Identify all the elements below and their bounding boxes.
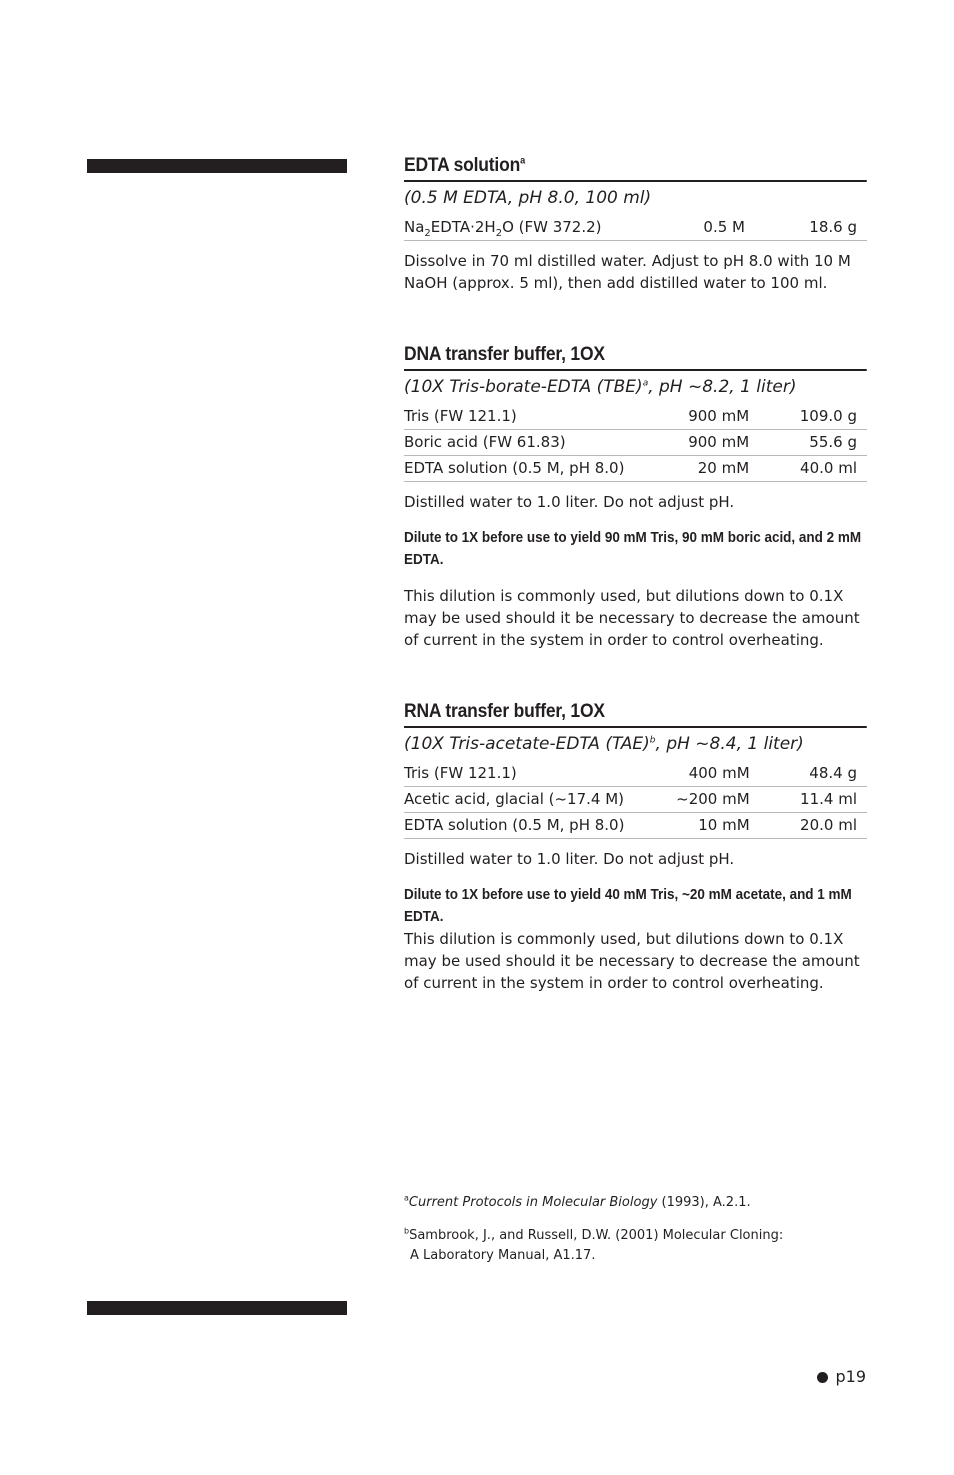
dna-footnote-mark: a	[642, 378, 649, 389]
dna-buffer-heading: DNA transfer buffer, 1OX	[404, 344, 867, 371]
edta-recipe-table	[404, 215, 867, 241]
rna-dilution-note: Dilute to 1X before use to yield 40 mM Tris, ~20 mM acetate, and 1 mM EDTA.	[404, 887, 852, 925]
table-row: EDTA solution (0.5 M, pH 8.0) 20 mM 40.0 ml	[404, 456, 867, 482]
page-number: p19	[817, 1366, 866, 1388]
footnote-a: $^a$Current Protocols in Molecular Biology (1993), A.2.1.	[404, 1193, 751, 1210]
dna-dilution-note: Dilute to 1X before use to yield 90 mM Tris, 90 mM boric acid, and 2 mM EDTA.	[404, 530, 862, 568]
dna-buffer-subtitle: (10X Tris-borate-EDTA (TBE)$^a$, pH ~8.2, 1 liter)	[404, 377, 797, 397]
decorative-bar-top	[87, 159, 347, 173]
rna-buffer-section	[404, 701, 867, 994]
edta-instructions: Dissolve in 70 ml distilled water. Adjust to pH 8.0 with 10 M NaOH (approx. 5 ml), then add distilled water to 100 ml.	[404, 252, 851, 292]
table-row: Boric acid (FW 61.83) 900 mM 55.6 g	[404, 430, 867, 456]
edta-heading	[404, 155, 867, 182]
ingredient-name: $Na_2EDTA\cdot 2H_2O$ (FW 372.2)	[404, 215, 615, 241]
table-row: Acetic acid, glacial (~17.4 M) ~200 mM 11.4 ml	[404, 787, 867, 813]
dna-recipe-table	[404, 404, 867, 482]
edta-subtitle: (0.5 M EDTA, pH 8.0, 100 ml)	[404, 188, 652, 208]
footnote-a-source-title: Current Protocols in Molecular Biology	[408, 1195, 658, 1210]
decorative-bar-bottom	[87, 1301, 347, 1315]
rna-dilution-paragraph: This dilution is commonly used, but dilutions down to 0.1X may be used should it be necessary to decrease the amount of current in the system in order to control overheating.	[404, 930, 860, 992]
rna-buffer-subtitle: (10X Tris-acetate-EDTA (TAE)$^b$, pH ~8.4, 1 liter)	[404, 734, 804, 754]
edta-title: EDTA solution	[404, 155, 521, 176]
dna-dilution-paragraph: This dilution is commonly used, but dilutions down to 0.1X may be used should it be necessary to decrease the amount of current in the system in order to control overheating.	[404, 587, 860, 649]
rna-buffer-heading: RNA transfer buffer, 1OX	[404, 701, 867, 728]
bullet-dot-icon	[817, 1372, 828, 1383]
rna-footnote-mark: b	[649, 735, 656, 746]
edta-title-footnote-mark: a	[520, 155, 526, 167]
table-row	[404, 215, 867, 241]
rna-note: Distilled water to 1.0 liter. Do not adjust pH.	[404, 850, 735, 868]
rna-recipe-table	[404, 761, 867, 839]
dna-note: Distilled water to 1.0 liter. Do not adjust pH.	[404, 493, 735, 511]
footnote-b: $^b$Sambrook, J., and Russell, D.W. (2001) Molecular Cloning: A Laboratory Manual, A1.17.	[404, 1226, 784, 1263]
table-row: Tris (FW 121.1) 900 mM 109.0 g	[404, 404, 867, 430]
edta-section	[404, 155, 867, 294]
table-row: EDTA solution (0.5 M, pH 8.0) 10 mM 20.0 ml	[404, 813, 867, 839]
ingredient-concentration: 0.5 M	[615, 215, 745, 241]
table-row: Tris (FW 121.1) 400 mM 48.4 g	[404, 761, 867, 787]
dna-buffer-section	[404, 344, 867, 651]
ingredient-amount: 18.6 g	[745, 215, 867, 241]
